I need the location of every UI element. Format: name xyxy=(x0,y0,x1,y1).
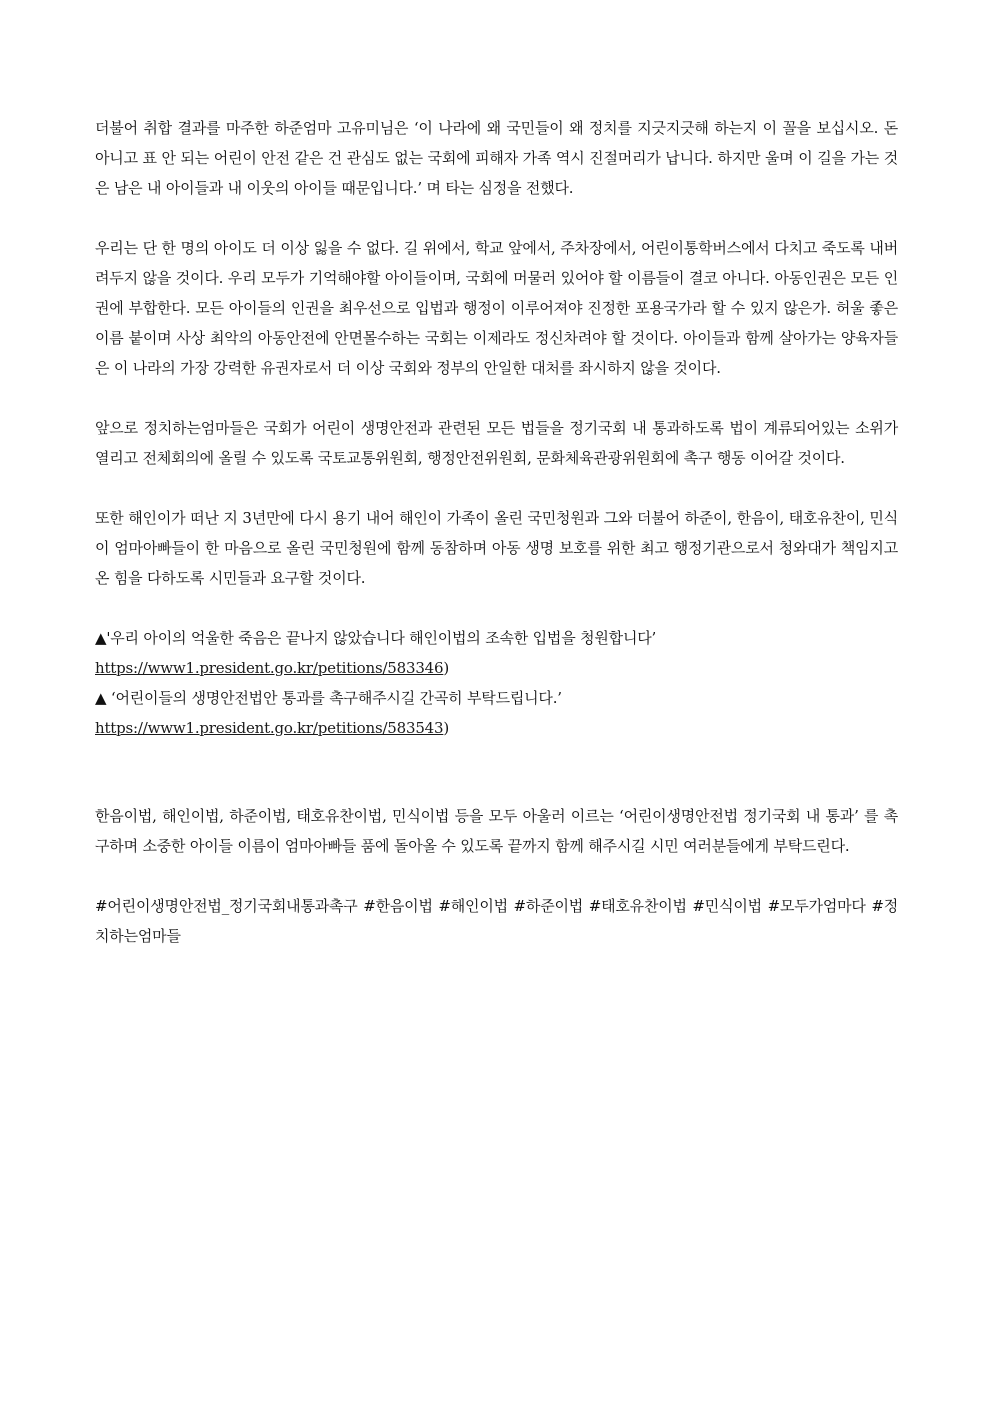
petition-link-line xyxy=(95,653,898,683)
paragraph-children-safety: 우리는 단 한 명의 아이도 더 이상 잃을 수 없다. 길 위에서, 학교 앞에서, 주차장에서, 어린이통학버스에서 다치고 죽도록 내버려두지 않을 것이다. 우리 모두가 기억해야할 아이들이며, 국회에 머물러 있어야 할 이름들이 결코 아니다. 아동인권은 모든 인권에 부합한다. 모든 아이들의 인권을 최우선으로 입법과 행정이 이루어져야 진정한 포용국가라 할 수 있지 않은가. 허울 좋은 이름 붙이며 사상 최악의 아동안전에 안면몰수하는 국회는 이제라도 정신차려야 할 것이다. 아이들과 함께 살아가는 양육자들은 이 나라의 가장 강력한 유권자로서 더 이상 국회와 정부의 안일한 대처를 좌시하지 않을 것이다. xyxy=(95,239,898,377)
petition-link-suffix: ) xyxy=(443,659,450,677)
petition-list xyxy=(95,623,898,743)
petition-link-line xyxy=(95,713,898,743)
hashtags: #어린이생명안전법_정기국회내통과촉구 #한음이법 #해인이법 #하준이법 #태호유찬이법 #민식이법 #모두가엄마다 #정치하는엄마들 xyxy=(95,897,898,945)
petition-link-suffix: ) xyxy=(443,719,450,737)
petition-link[interactable]: https://www1.president.go.kr/petitions/583543 xyxy=(95,719,444,737)
petition-title: ▲ ‘어린이들의 생명안전법안 통과를 촉구해주시길 간곡히 부탁드립니다.’ xyxy=(95,689,562,707)
paragraph-gou-yumi-quote: 더불어 취합 결과를 마주한 하준엄마 고유미님은 ‘이 나라에 왜 국민들이 왜 정치를 지긋지긋해 하는지 이 꼴을 보십시오. 돈 아니고 표 안 되는 어린이 안전 같은 건 관심도 없는 국회에 피해자 가족 역시 진절머리가 납니다. 하지만 울며 이 길을 가는 것은 남은 내 아이들과 내 이웃의 아이들 때문입니다.’ 며 타는 심정을 전했다. xyxy=(95,119,898,197)
paragraph-future-actions: 앞으로 정치하는엄마들은 국회가 어린이 생명안전과 관련된 모든 법들을 정기국회 내 통과하도록 법이 계류되어있는 소위가 열리고 전체회의에 올릴 수 있도록 국토교통위원회, 행정안전위원회, 문화체육관광위원회에 촉구 행동 이어갈 것이다. xyxy=(95,419,898,467)
petition-title: ▲'우리 아이의 억울한 죽음은 끝나지 않았습니다 해인이법의 조속한 입법을 청원합니다’ xyxy=(95,629,657,647)
paragraph-petition-support: 또한 해인이가 떠난 지 3년만에 다시 용기 내어 해인이 가족이 올린 국민청원과 그와 더불어 하준이, 한음이, 태호유찬이, 민식이 엄마아빠들이 한 마음으로 올린 국민청원에 함께 동참하며 아동 생명 보호를 위한 최고 행정기관으로서 청와대가 책임지고 온 힘을 다하도록 시민들과 요구할 것이다. xyxy=(95,509,898,587)
paragraph-request-to-citizens: 한음이법, 해인이법, 하준이법, 태호유찬이법, 민식이법 등을 모두 아울러 이르는 ‘어린이생명안전법 정기국회 내 통과’ 를 촉구하며 소중한 아이들 이름이 엄마아빠들 품에 돌아올 수 있도록 끝까지 함께 해주시길 시민 여러분들에게 부탁드린다. xyxy=(95,807,898,855)
petition-link[interactable]: https://www1.president.go.kr/petitions/583346 xyxy=(95,659,444,677)
document-page xyxy=(95,113,898,951)
